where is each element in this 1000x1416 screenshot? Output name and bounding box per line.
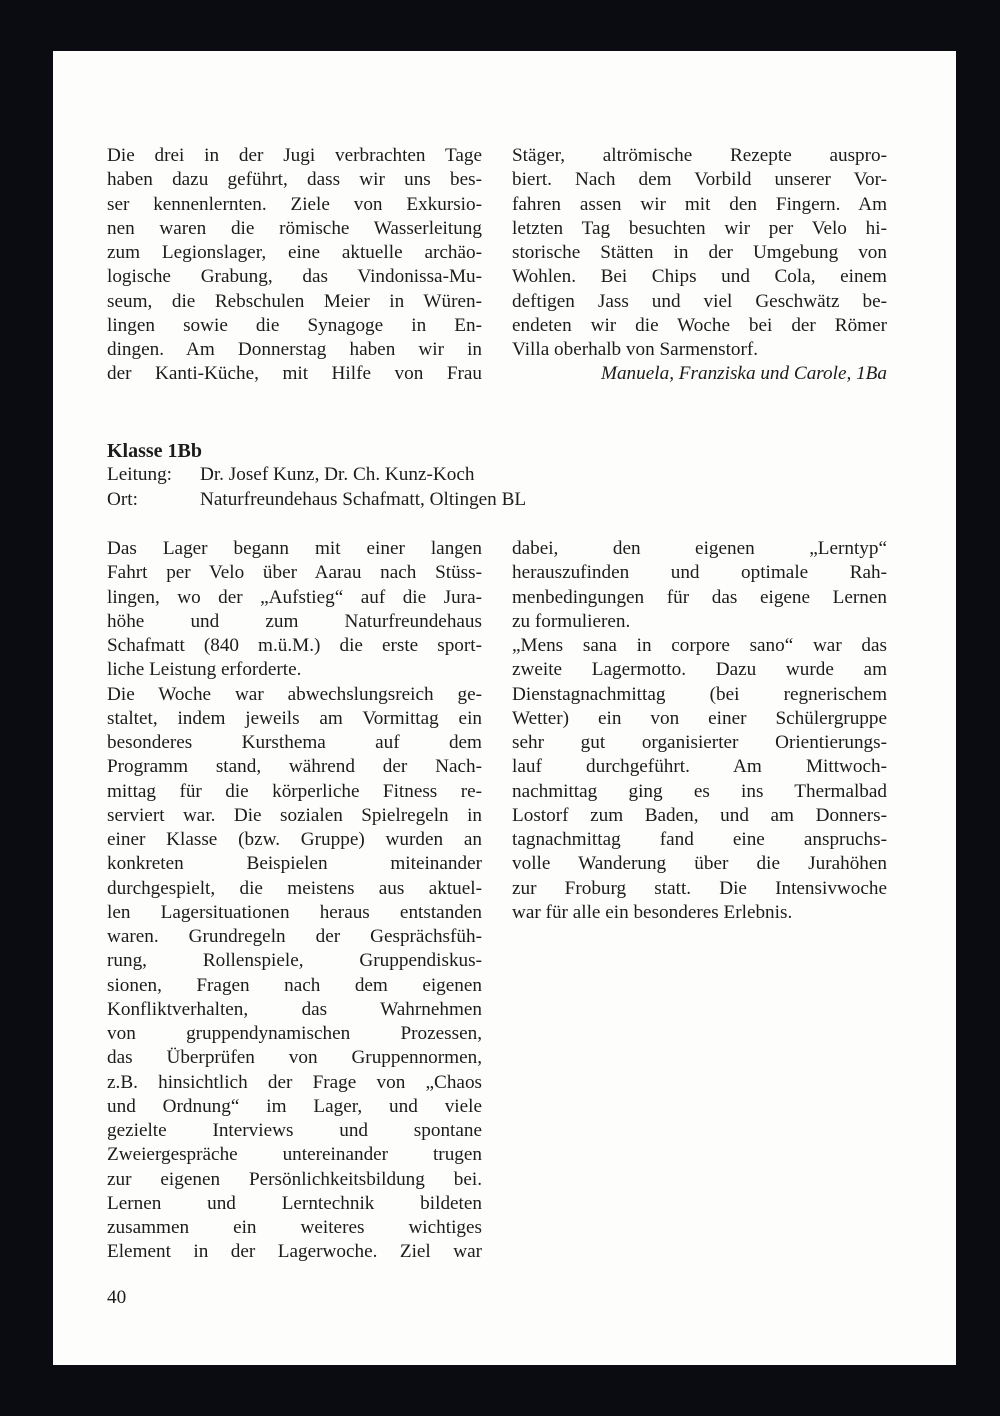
text-line: der Kanti-Küche, mit Hilfe von Frau [107,363,482,385]
text-line: besonderes Kursthema auf dem [107,732,482,753]
ort-value: Naturfreundehaus Schafmatt, Oltingen BL [200,488,527,510]
text-line: Schafmatt (840 m.ü.M.) die erste sport- [107,635,482,656]
top-right-column [512,144,887,387]
leitung-label: Leitung: [107,464,173,486]
signature: Manuela, Franziska und Carole, 1Ba [600,363,887,385]
text-line: höhe und zum Naturfreundehaus [107,610,482,632]
text-line: gezielte Interviews und spontane [107,1120,482,1141]
text-line: lingen, wo der „Aufstieg“ auf die Jura- [107,586,482,608]
text-line: Wetter) ein von einer Schülergruppe [512,707,887,729]
text-line: rung, Rollenspiele, Gruppendiskus- [107,950,482,972]
text-line: volle Wanderung über die Jurahöhen [512,853,887,875]
text-line: und Ordnung“ im Lager, und viele [107,1095,482,1117]
document-page [53,51,956,1365]
text-line: sehr gut organisierter Orientierungs- [512,732,887,753]
text-line: haben dazu geführt, dass wir uns bes- [107,169,482,191]
text-line: war für alle ein besonderes Erlebnis. [512,901,793,923]
text-line: fahren assen wir mit den Fingern. Am [512,193,887,215]
text-line: konkreten Beispielen miteinander [107,853,482,875]
text-line: Programm stand, während der Nach- [107,756,482,778]
text-line: einer Klasse (bzw. Gruppe) wurden an [107,829,482,850]
text-line: zur eigenen Persönlichkeitsbildung bei. [107,1168,482,1190]
text-line: Stäger, altrömische Rezepte auspro- [512,145,887,166]
text-line: Villa oberhalb von Sarmenstorf. [512,339,759,360]
ort-label: Ort: [107,488,138,510]
text-line: storische Stätten in der Umgebung von [512,242,887,263]
text-line: zusammen ein weiteres wichtiges [107,1217,482,1238]
text-line: nen waren die römische Wasserleitung [107,217,482,239]
text-line: Zweiergespräche untereinander trugen [107,1144,482,1166]
text-line: dingen. Am Donnerstag haben wir in [107,339,482,360]
text-line: zweite Lagermotto. Dazu wurde am [512,659,887,681]
ort-row [107,488,526,512]
text-line: sionen, Fragen nach dem eigenen [107,974,482,996]
text-line: lingen sowie die Synagoge in En- [107,314,482,336]
text-line: waren. Grundregeln der Gesprächsfüh- [107,926,482,947]
text-line: Lostorf zum Baden, und am Donners- [512,804,887,826]
text-line: Wohlen. Bei Chips und Cola, einem [512,266,887,288]
section-header [107,439,526,512]
top-left-column [107,144,482,387]
text-line: das Überprüfen von Gruppennormen, [107,1047,482,1069]
text-line: Fahrt per Velo über Aarau nach Stüss- [107,562,482,584]
text-line: „Mens sana in corpore sano“ war das [512,635,887,656]
text-line: staltet, indem jeweils am Vormittag ein [107,707,482,729]
text-line: menbedingungen für das eigene Lernen [512,586,887,608]
text-line: Die Woche war abwechslungsreich ge- [107,683,482,705]
text-line: zum Legionslager, eine aktuelle archäo- [107,242,482,263]
text-line: Element in der Lagerwoche. Ziel war [107,1241,482,1263]
text-line: zu formulieren. [512,610,631,632]
text-line: logische Grabung, das Vindonissa-Mu- [107,266,482,288]
page-number: 40 [107,1287,127,1308]
text-line: mittag für die körperliche Fitness re- [107,780,482,802]
text-line: liche Leistung erforderte. [107,659,302,681]
text-line: Lernen und Lerntechnik bildeten [107,1192,482,1214]
text-line: letzten Tag besuchten wir per Velo hi- [512,217,887,239]
text-line: len Lagersituationen heraus entstanden [107,901,482,923]
text-line: dabei, den eigenen „Lerntyp“ [512,538,887,559]
text-line: biert. Nach dem Vorbild unserer Vor- [512,169,887,191]
text-line: Das Lager begann mit einer langen [107,538,482,559]
text-line: seum, die Rebschulen Meier in Würen- [107,290,482,312]
leitung-row [107,463,526,487]
bottom-right-column [512,537,887,925]
text-line: durchgespielt, die meistens aus aktuel- [107,877,482,899]
text-line: Konfliktverhalten, das Wahrnehmen [107,998,482,1020]
text-line: endeten wir die Woche bei der Römer [512,314,887,336]
text-line: ser kennenlernten. Ziele von Exkursio- [107,193,482,215]
text-line: nachmittag ging es ins Thermalbad [512,780,887,802]
leitung-value: Dr. Josef Kunz, Dr. Ch. Kunz-Koch [200,464,475,486]
bottom-left-column [107,537,482,1265]
text-line: Dienstagnachmittag (bei regnerischem [512,683,887,705]
text-line: Die drei in der Jugi verbrachten Tage [107,145,482,166]
text-line: lauf durchgeführt. Am Mittwoch- [512,756,887,778]
text-line: tagnachmittag fand eine anspruchs- [512,829,887,850]
text-line: herauszufinden und optimale Rah- [512,562,887,584]
text-line: zur Froburg statt. Die Intensivwoche [512,877,887,899]
text-line: von gruppendynamischen Prozessen, [107,1023,482,1044]
section-title: Klasse 1Bb [107,440,203,462]
text-line: deftigen Jass und viel Geschwätz be- [512,290,887,312]
text-line: z.B. hinsichtlich der Frage von „Chaos [107,1071,482,1093]
text-line: serviert war. Die sozialen Spielregeln in [107,804,482,826]
